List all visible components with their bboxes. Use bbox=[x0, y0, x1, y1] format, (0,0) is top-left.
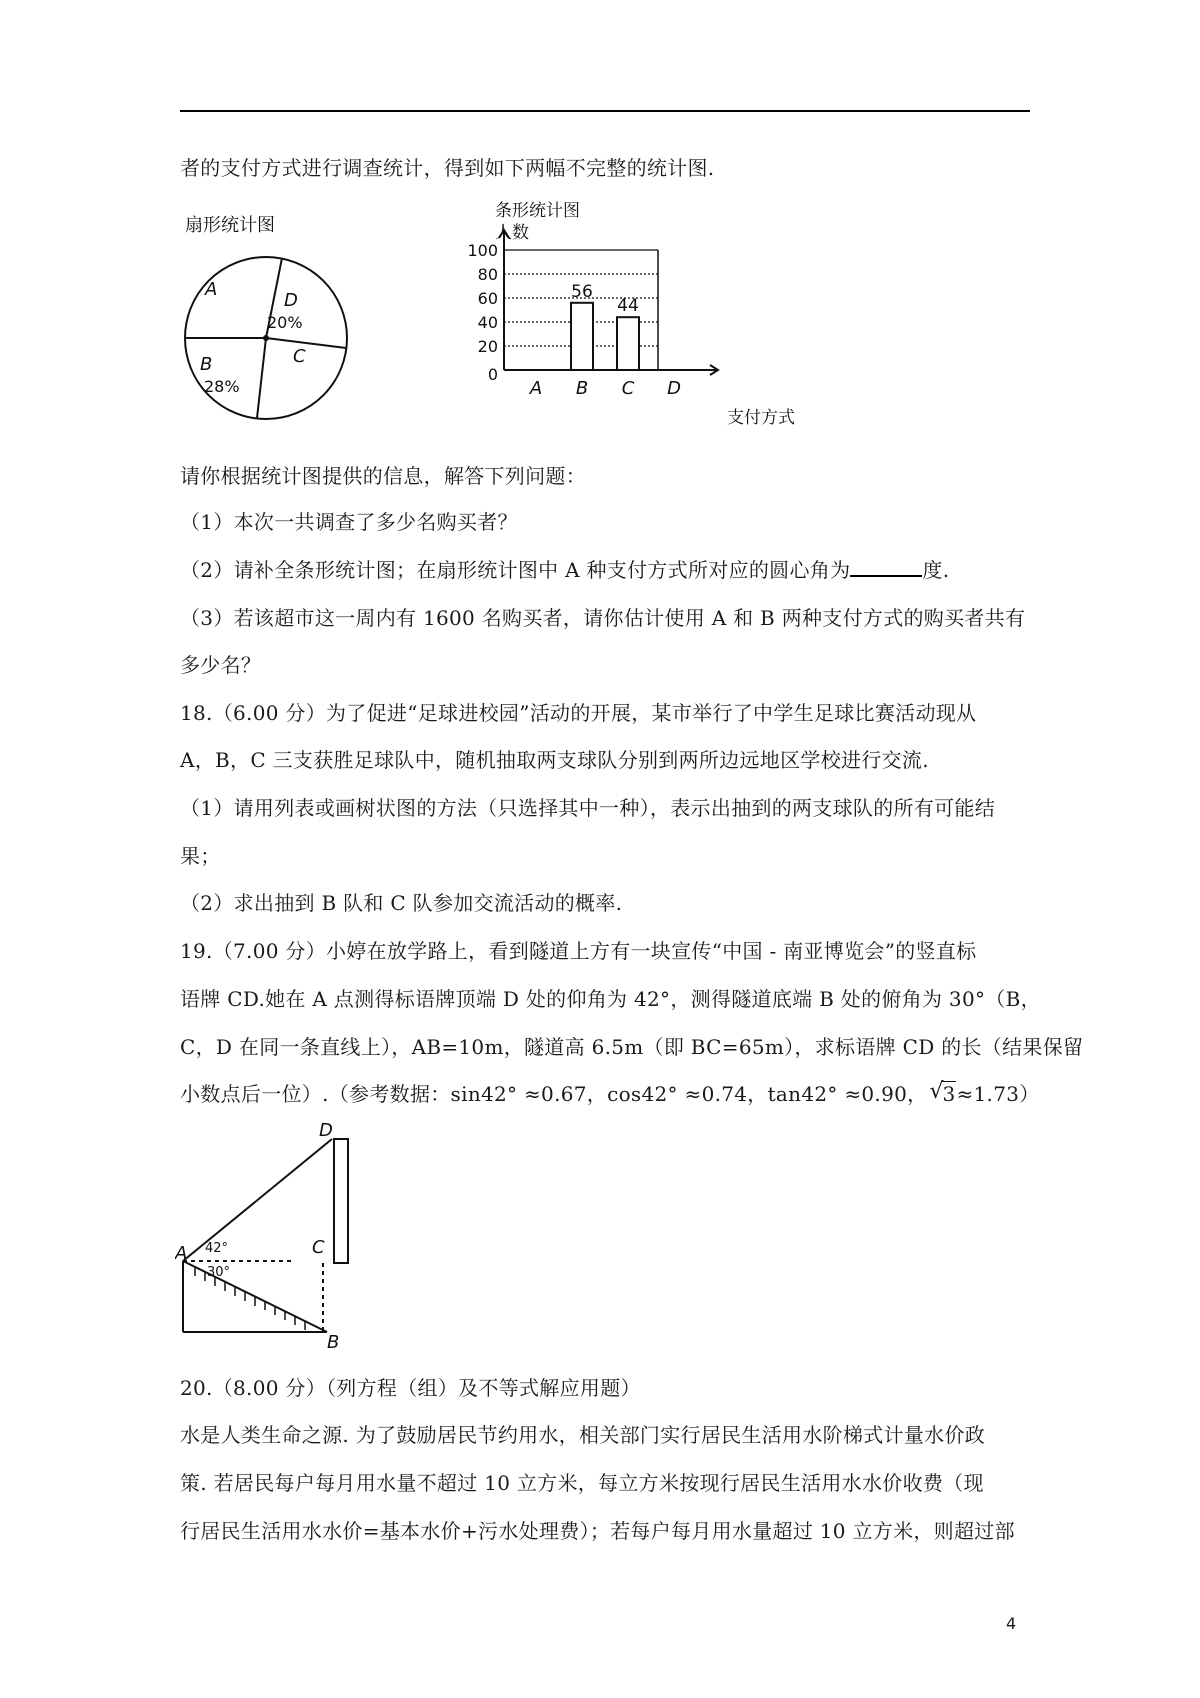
bar-chart-title: 条形统计图 bbox=[495, 201, 580, 221]
q17-part2-text: （2）请补全条形统计图；在扇形统计图中 A 种支付方式所对应的圆心角为 bbox=[180, 558, 851, 582]
q20-line: 策. 若居民每户每月用水量不超过 10 立方米，每立方米按现行居民生活用水水价收费（现 bbox=[180, 1471, 984, 1495]
q17-part3: （3）若该超市这一周内有 1600 名购买者，请你估计使用 A 和 B 两种支付方式的购买者共有 bbox=[180, 606, 1026, 630]
intro-line: 者的支付方式进行调查统计，得到如下两幅不完整的统计图. bbox=[180, 156, 715, 180]
sign-board bbox=[334, 1139, 348, 1263]
y-tick-label: 40 bbox=[477, 313, 498, 332]
answer-blank bbox=[850, 557, 922, 577]
bar bbox=[571, 303, 593, 370]
pie-title: 扇形统计图 bbox=[185, 215, 275, 236]
q18-line: （1）请用列表或画树状图的方法（只选择其中一种），表示出抽到的两支球队的所有可能结 bbox=[180, 796, 996, 820]
point-b-label: B bbox=[327, 1332, 340, 1350]
page-number: 4 bbox=[1006, 1614, 1017, 1633]
pie-label-c: C bbox=[293, 346, 306, 367]
y-tick-label: 20 bbox=[477, 337, 498, 356]
bar-chart bbox=[450, 200, 830, 435]
bar bbox=[617, 317, 639, 370]
x-tick-label: C bbox=[621, 378, 635, 399]
bar-chart-xlabel: 支付方式 bbox=[727, 408, 795, 428]
q19-line bbox=[180, 1080, 1040, 1108]
y-tick-label: 100 bbox=[467, 241, 498, 260]
angle-42-label: 42° bbox=[205, 1241, 229, 1256]
q17-part2-unit: 度. bbox=[922, 558, 950, 582]
q19-line: 19.（7.00 分）小婷在放学路上，看到隧道上方有一块宣传“中国 - 南亚博览会”的竖直标 bbox=[180, 939, 977, 963]
header-rule bbox=[180, 110, 1030, 112]
q20-line: 20.（8.00 分）（列方程（组）及不等式解应用题） bbox=[180, 1376, 641, 1400]
x-tick-label: B bbox=[575, 378, 589, 399]
q18-line: 18.（6.00 分）为了促进“足球进校园”活动的开展，某市举行了中学生足球比赛活动现从 bbox=[180, 701, 977, 725]
pie-sector-line bbox=[257, 338, 266, 418]
pie-pct-b: 28% bbox=[204, 377, 240, 396]
q18-line: A，B，C 三支获胜足球队中，随机抽取两支球队分别到两所边远地区学校进行交流. bbox=[180, 748, 929, 772]
sqrt-expression bbox=[929, 1080, 956, 1108]
point-a-label: A bbox=[175, 1243, 188, 1264]
q19-line: C，D 在同一条直线上），AB=10m，隧道高 6.5m（即 BC=65m），求标语牌 CD 的长（结果保留 bbox=[180, 1035, 1084, 1059]
q18-line: 果； bbox=[180, 844, 221, 868]
pie-center bbox=[263, 335, 269, 341]
point-d-label: D bbox=[319, 1120, 333, 1141]
q20-line: 行居民生活用水水价=基本水价+污水处理费）；若每户每月用水量超过 10 立方米，则超过部 bbox=[180, 1519, 1015, 1543]
point-c-label: C bbox=[312, 1237, 325, 1258]
pie-chart bbox=[170, 210, 370, 425]
q17-part3-cont: 多少名？ bbox=[180, 653, 262, 677]
bar-value-label: 44 bbox=[617, 296, 639, 317]
q19-ref-text-end: ≈1.73） bbox=[956, 1082, 1040, 1106]
x-tick-label: A bbox=[529, 378, 543, 399]
y-tick-label: 80 bbox=[477, 265, 498, 284]
pie-label-d: D bbox=[284, 290, 298, 311]
bar-value-label: 56 bbox=[571, 281, 593, 302]
q20-line: 水是人类生命之源. 为了鼓励居民节约用水，相关部门实行居民生活用水阶梯式计量水价政 bbox=[180, 1423, 986, 1447]
pie-pct-d: 20% bbox=[267, 313, 303, 332]
x-tick-label: D bbox=[667, 378, 681, 399]
q19-ref-text: 小数点后一位）.（参考数据：sin42° ≈0.67，cos42° ≈0.74，tan42° ≈0.90， bbox=[180, 1082, 928, 1106]
q19-line: 语牌 CD.她在 A 点测得标语牌顶端 D 处的仰角为 42°，测得隧道底端 B 处的俯角为 30°（B， bbox=[180, 987, 1041, 1011]
pie-sector-line bbox=[266, 338, 346, 348]
q17-part1: （1）本次一共调查了多少名购买者？ bbox=[180, 510, 518, 534]
sqrt-sign-icon: √ bbox=[929, 1079, 944, 1104]
pie-label-b: B bbox=[200, 354, 213, 375]
pie-label-a: A bbox=[205, 279, 218, 300]
q18-line: （2）求出抽到 B 队和 C 队参加交流活动的概率. bbox=[180, 891, 623, 915]
angle-30-label: 30° bbox=[207, 1265, 231, 1280]
q17-prompt: 请你根据统计图提供的信息，解答下列问题： bbox=[180, 464, 586, 488]
y-tick-label: 60 bbox=[477, 289, 498, 308]
bar-chart-ylabel: 人数 bbox=[495, 223, 529, 243]
geometry-figure bbox=[175, 1120, 355, 1350]
sqrt-radicand: 3 bbox=[942, 1082, 956, 1106]
q17-part2 bbox=[180, 556, 949, 584]
y-tick-label: 0 bbox=[487, 365, 498, 384]
